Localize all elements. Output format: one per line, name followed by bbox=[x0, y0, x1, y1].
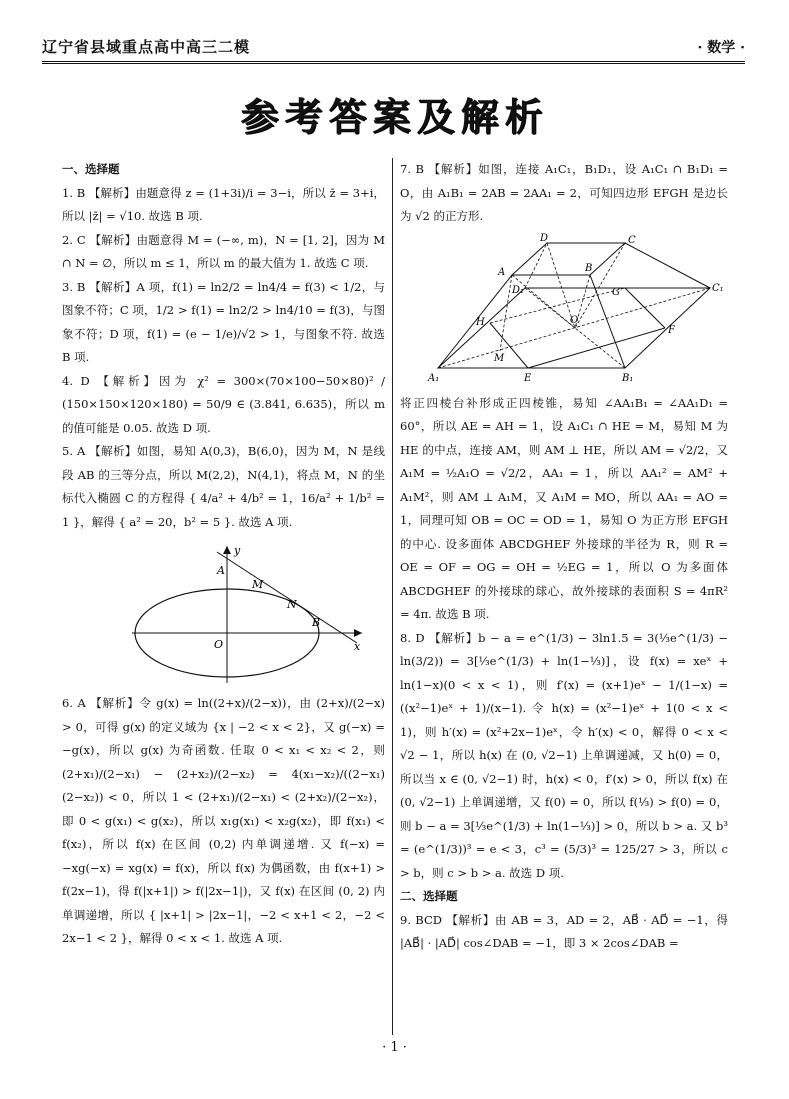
label-G: G bbox=[612, 286, 620, 298]
answer-paragraph: 4. D 【解析】因为 χ² = 300×(70×100−50×80)² / (150×150×120×180) = 50/9 ∈ (3.841, 6.635)，所以 m 的值可能是 0.05. 故选 D 项. bbox=[62, 373, 385, 435]
label-M: M bbox=[494, 352, 505, 364]
label-B: B bbox=[312, 616, 321, 629]
ellipse-figure bbox=[122, 538, 372, 688]
label-A1: A₁ bbox=[428, 372, 440, 384]
label-y: y bbox=[234, 544, 241, 557]
answer-paragraph: 3. B 【解析】A 项，f(1) = ln2/2 = ln4/4 = f(3) < 1/2，与图象不符；C 项，1/2 > f(1) = ln2/2 > ln4/10 = f(3)，与图象不符；D 项，f(1) = (e − 1/e)/√2 > 1，与图象不符. 故选 B 项. bbox=[62, 279, 385, 364]
answer-paragraph: 8. D 【解析】b − a = e^(1/3) − 3ln1.5 = 3(⅓e^(1/3) − ln(3/2)) = 3[⅓e^(1/3) + ln(1−⅓)]，设 f(x) = xeˣ + ln(1−x)(0 < x < 1)，则 f′(x) = (x+1)eˣ − 1/(1−x) = ((x²−1)eˣ + 1)/(x−1). 令 h(x) = (x²−1)eˣ + 1(0 < x < 1)，则 h′(x) = (x²+2x−1)eˣ，令 h′(x) < 0，解得 0 < x < √2 − 1，所以 h(x) 在 (0, √2−1) 上单调递减，又 h(0) = 0，所以当 x ∈ (0, √2−1) 时，h(x) < 0，f′(x) > 0，所以 f(x) 在 (0, √2−1) 上单调递增，又 f(0) = 0，所以 f(⅓) > f(0) = 0，则 b − a = 3[⅓e^(1/3) + ln(1−⅓)] > 0，所以 b > a. 又 b³ = (e^(1/3))³ = e < 3，c³ = (5/3)³ = 125/27 > 3，所以 c > b，则 c > b > a. 故选 D 项. bbox=[400, 630, 728, 880]
section-heading: 二、选择题 bbox=[400, 889, 458, 903]
label-A: A bbox=[217, 564, 225, 577]
label-C: C bbox=[628, 234, 636, 246]
page-title: 参考答案及解析 bbox=[240, 95, 549, 139]
answer-paragraph: 将正四棱台补形成正四棱锥，易知 ∠AA₁B₁ = ∠AA₁D₁ = 60°，所以 AE = AH = 1，设 A₁C₁ ∩ HE = M，易知 M 为 HE 的中点，连接 AM，则 AM ⊥ HE，所以 AM = √2/2，又 A₁M = ½A₁O = √2/2，AA₁ = 1，所以 AA₁² = AM² + A₁M²，则 AM ⊥ A₁M，又 A₁M = MO，所以 AA₁ = AO = 1，同理可知 OB = OC = OD = 1，易知 O 为正方形 EFGH 的中心. 设多面体 ABCDGHEF 外接球的半径为 R，则 R = OE = OF = OG = OH = ½EG = 1，所以 O 为多面体 ABCDGHEF 的外接球的球心，故外接球的表面积 S = 4πR² = 4π. 故选 B 项. bbox=[400, 395, 728, 621]
frustum-figure bbox=[420, 232, 724, 388]
column-divider bbox=[392, 158, 393, 1035]
answer-paragraph: 1. B 【解析】由题意得 z = (1+3i)/i = 3−i，所以 z̄ = 3+i，所以 |z̄| = √10. 故选 B 项. bbox=[62, 185, 385, 223]
label-C1: C₁ bbox=[712, 282, 724, 294]
label-N: N bbox=[287, 598, 297, 611]
label-H: H bbox=[476, 316, 485, 328]
answer-paragraph: 7. B 【解析】如图，连接 A₁C₁，B₁D₁，设 A₁C₁ ∩ B₁D₁ = O，由 A₁B₁ = 2AB = 2AA₁ = 2，可知四边形 EFGH 是边长为 √2 的正方形. bbox=[400, 162, 728, 223]
label-O: O bbox=[214, 638, 224, 651]
header-school: 辽宁省县域重点高中高三二模 bbox=[42, 38, 251, 56]
answer-paragraph: 6. A 【解析】令 g(x) = ln((2+x)/(2−x))，由 (2+x)/(2−x) > 0，可得 g(x) 的定义域为 {x | −2 < x < 2}，又 g(−x) = −g(x)，所以 g(x) 为奇函数. 任取 0 < x₁ < x₂ < 2，则 (2+x₁)/(2−x₁) − (2+x₂)/(2−x₂) = 4(x₁−x₂)/((2−x₁)(2−x₂)) < 0，所以 1 < (2+x₁)/(2−x₁) < (2+x₂)/(2−x₂)，即 0 < g(x₁) < g(x₂)，所以 x₁g(x₁) < x₂g(x₂)，即 f(x₁) < f(x₂)，所以 f(x) 在区间 (0,2) 内单调递增. 又 f(−x) = −xg(−x) = xg(x) = f(x)，所以 f(x) 为偶函数，由 f(x+1) > f(2x−1)，得 f(|x+1|) > f(|2x−1|)，又 f(x) 在区间 (0, 2) 内单调递增，所以 { |x+1| > |2x−1|，−2 < x+1 < 2，−2 < 2x−1 < 2 }，解得 0 < x < 1. 故选 A 项. bbox=[62, 696, 385, 945]
label-x: x bbox=[354, 640, 361, 653]
label-B: B bbox=[585, 262, 593, 274]
label-D1: D₁ bbox=[512, 284, 525, 296]
answer-paragraph: 9. BCD 【解析】由 AB = 3，AD = 2，AB⃗ · AD⃗ = −1，得 |AB⃗| · |AD⃗| cos∠DAB = −1，即 3 × 2cos∠DAB = bbox=[400, 912, 728, 950]
label-D: D bbox=[540, 232, 549, 244]
header-subject: · 数学 · bbox=[697, 40, 745, 56]
label-E: E bbox=[524, 372, 532, 384]
label-B1: B₁ bbox=[622, 372, 634, 384]
answer-paragraph: 5. A 【解析】如图，易知 A(0,3)，B(6,0)，因为 M，N 是线段 AB 的三等分点，所以 M(2,2)，N(4,1)，将点 M，N 的坐标代入椭圆 C 的方程得 { 4/a² + 4/b² = 1，16/a² + 1/b² = 1 }，解得 { a² = 20，b² = 5 }. 故选 A 项. bbox=[62, 444, 385, 529]
right-column bbox=[400, 158, 728, 1039]
answer-paragraph: 2. C 【解析】由题意得 M = (−∞, m)，N = [1, 2]，因为 M ∩ N = ∅，所以 m ≤ 1，所以 m 的最大值为 1. 故选 C 项. bbox=[62, 232, 385, 270]
left-column bbox=[62, 158, 385, 1039]
label-O: O bbox=[570, 314, 579, 326]
label-M: M bbox=[252, 578, 264, 591]
page-number: · 1 · bbox=[382, 1040, 407, 1055]
section-heading: 一、选择题 bbox=[62, 162, 120, 176]
label-F: F bbox=[668, 324, 675, 336]
page-header bbox=[42, 36, 745, 64]
label-A: A bbox=[498, 266, 506, 278]
